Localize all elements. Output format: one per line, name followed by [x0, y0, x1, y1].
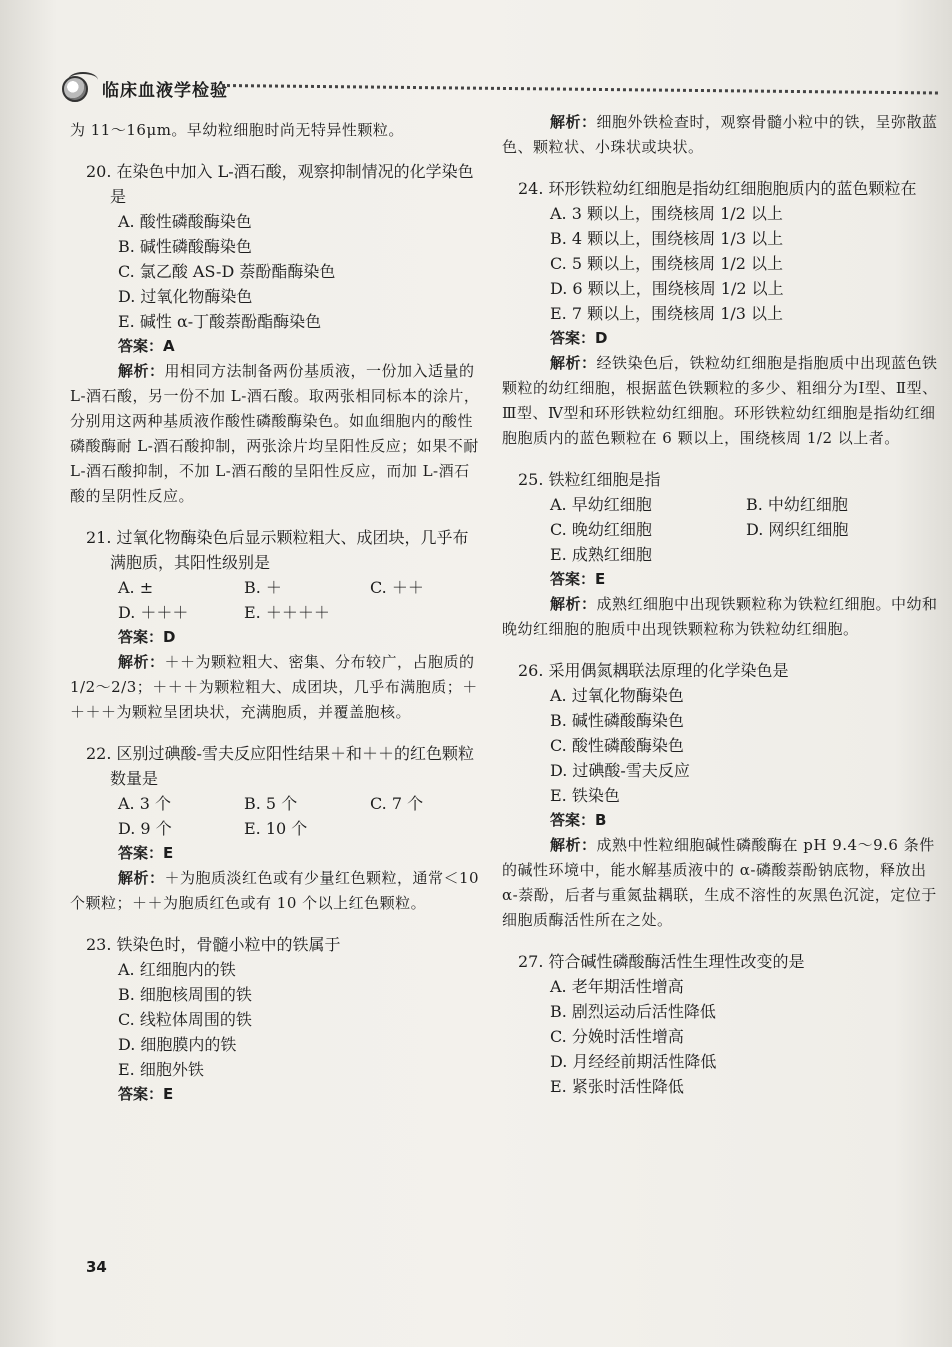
page-number: 34: [86, 1258, 107, 1276]
answer: 答案：E: [550, 570, 606, 588]
continued-text: 为 11～16μm。早幼粒细胞时尚无特异性颗粒。: [70, 121, 404, 139]
question-23: [70, 932, 482, 1107]
option-b: B. ＋: [244, 578, 282, 597]
option-e: E. 成熟红细胞: [550, 545, 652, 564]
option-b: B. 4 颗以上，围绕核周 1/3 以上: [550, 229, 784, 248]
option-row: [502, 492, 942, 517]
option-c: C. 晚幼红细胞: [550, 520, 652, 539]
answer: 答案：B: [550, 811, 607, 829]
option-a: A. 老年期活性增高: [550, 977, 684, 996]
question-25: [502, 467, 942, 642]
question-20: [70, 159, 482, 509]
option-b: B. 中幼红细胞: [746, 495, 848, 514]
option-row: [70, 791, 482, 816]
option-c: C. 酸性磷酸酶染色: [550, 736, 684, 755]
question-stem: 24. 环形铁粒幼红细胞是指幼红细胞胞质内的蓝色颗粒在: [518, 179, 917, 198]
header-dotted-rule: [222, 84, 938, 94]
question-22: [70, 741, 482, 916]
option-c: C. 5 颗以上，围绕核周 1/2 以上: [550, 254, 784, 273]
option-row: [70, 816, 482, 841]
option-a: A. 过氧化物酶染色: [550, 686, 684, 705]
question-stem: 21. 过氧化物酶染色后显示颗粒粗大、成团块，几乎布满胞质，其阳性级别是: [86, 528, 469, 572]
answer: 答案：D: [118, 628, 176, 646]
option-e: E. 7 颗以上，围绕核周 1/3 以上: [550, 304, 784, 323]
question-stem: 23. 铁染色时，骨髓小粒中的铁属于: [86, 935, 341, 954]
question-27: [502, 949, 942, 1099]
option-d: D. 9 个: [118, 819, 172, 838]
option-d: D. 过氧化物酶染色: [118, 287, 253, 306]
explanation: 解析：＋＋为颗粒粗大、密集、分布较广，占胞质的 1/2～2/3；＋＋＋为颗粒粗大、成团块，几乎布满胞质；＋＋＋＋为颗粒呈团块状，充满胞质，并覆盖胞核。: [70, 653, 478, 721]
option-a: A. 红细胞内的铁: [118, 960, 236, 979]
answer: 答案：D: [550, 329, 608, 347]
book-logo-icon: [62, 76, 88, 102]
option-e: E. 细胞外铁: [118, 1060, 204, 1079]
question-21: [70, 525, 482, 725]
option-d: D. 6 颗以上，围绕核周 1/2 以上: [550, 279, 784, 298]
option-d: D. 网织红细胞: [746, 520, 849, 539]
option-d: D. ＋＋＋: [118, 603, 189, 622]
option-a: A. 早幼红细胞: [550, 495, 652, 514]
option-c: C. 分娩时活性增高: [550, 1027, 684, 1046]
option-e: E. 10 个: [244, 819, 308, 838]
right-column: [502, 110, 942, 1115]
explanation: 解析：经铁染色后，铁粒幼红细胞是指胞质中出现蓝色铁颗粒的幼红细胞，根据蓝色铁颗粒的多少、粗细分为Ⅰ型、Ⅱ型、Ⅲ型、Ⅳ型和环形铁粒幼红细胞。环形铁粒幼红细胞是指幼红细胞胞质内的蓝色颗粒在 6 颗以上，围绕核周 1/2 以上者。: [502, 354, 938, 447]
explanation: 解析：＋为胞质淡红色或有少量红色颗粒，通常＜10 个颗粒；＋＋为胞质红色或有 10 个以上红色颗粒。: [70, 869, 480, 912]
question-stem: 22. 区别过碘酸-雪夫反应阳性结果＋和＋＋的红色颗粒数量是: [86, 744, 474, 788]
option-c: C. ＋＋: [370, 578, 424, 597]
option-row: [502, 517, 942, 542]
question-stem: 27. 符合碱性磷酸酶活性生理性改变的是: [518, 952, 805, 971]
option-b: B. 5 个: [244, 794, 298, 813]
option-e: E. 碱性 α-丁酸萘酚酯酶染色: [118, 312, 322, 331]
option-d: D. 月经经前期活性降低: [550, 1052, 717, 1071]
question-26: [502, 658, 942, 933]
explanation-q23: 解析：细胞外铁检查时，观察骨髓小粒中的铁，呈弥散蓝色、颗粒状、小珠状或块状。: [502, 113, 938, 156]
option-b: B. 碱性磷酸酶染色: [118, 237, 252, 256]
answer: 答案：E: [118, 1085, 174, 1103]
option-e: E. 铁染色: [550, 786, 620, 805]
header-title: 临床血液学检验: [102, 81, 228, 101]
option-e: E. 紧张时活性降低: [550, 1077, 684, 1096]
option-row: [70, 575, 482, 600]
option-c: C. 氯乙酸 AS-D 萘酚酯酶染色: [118, 262, 336, 281]
question-24: [502, 176, 942, 451]
page-header: [62, 72, 942, 106]
option-a: A. ±: [118, 578, 154, 597]
option-e: E. ＋＋＋＋: [244, 603, 330, 622]
option-a: A. 3 颗以上，围绕核周 1/2 以上: [550, 204, 783, 223]
option-a: A. 酸性磷酸酶染色: [118, 212, 252, 231]
option-b: B. 细胞核周围的铁: [118, 985, 252, 1004]
option-d: D. 过碘酸-雪夫反应: [550, 761, 690, 780]
answer: 答案：A: [118, 337, 175, 355]
option-a: A. 3 个: [118, 794, 171, 813]
question-stem: 25. 铁粒红细胞是指: [518, 470, 661, 489]
option-d: D. 细胞膜内的铁: [118, 1035, 237, 1054]
option-b: B. 剧烈运动后活性降低: [550, 1002, 716, 1021]
option-c: C. 线粒体周围的铁: [118, 1010, 252, 1029]
explanation: 解析：成熟红细胞中出现铁颗粒称为铁粒红细胞。中幼和晚幼红细胞的胞质中出现铁颗粒称为铁粒幼红细胞。: [502, 595, 938, 638]
answer: 答案：E: [118, 844, 174, 862]
question-stem: 26. 采用偶氮耦联法原理的化学染色是: [518, 661, 789, 680]
option-c: C. 7 个: [370, 794, 424, 813]
left-column: [70, 118, 482, 1123]
question-stem: 20. 在染色中加入 L-酒石酸，观察抑制情况的化学染色是: [86, 162, 474, 206]
explanation: 解析：成熟中性粒细胞碱性磷酸酶在 pH 9.4～9.6 条件的碱性环境中，能水解基质液中的 α-磷酸萘酚钠底物，释放出 α-萘酚，后者与重氮盐耦联，生成不溶性的灰黑色沉淀，定位于细胞质酶活性所在之处。: [502, 836, 937, 929]
option-row: [70, 600, 482, 625]
option-b: B. 碱性磷酸酶染色: [550, 711, 684, 730]
explanation: 解析：用相同方法制备两份基质液，一份加入适量的 L-酒石酸，另一份不加 L-酒石酸。取两张相同标本的涂片，分别用这两种基质液作酸性磷酸酶染色。如血细胞内的酸性磷酸酶耐 L-酒石酸抑制，两张涂片均呈阳性反应；如果不耐 L-酒石酸抑制，不加 L-酒石酸的呈阳性反应，而加 L-酒石酸的呈阴性反应。: [70, 362, 480, 505]
